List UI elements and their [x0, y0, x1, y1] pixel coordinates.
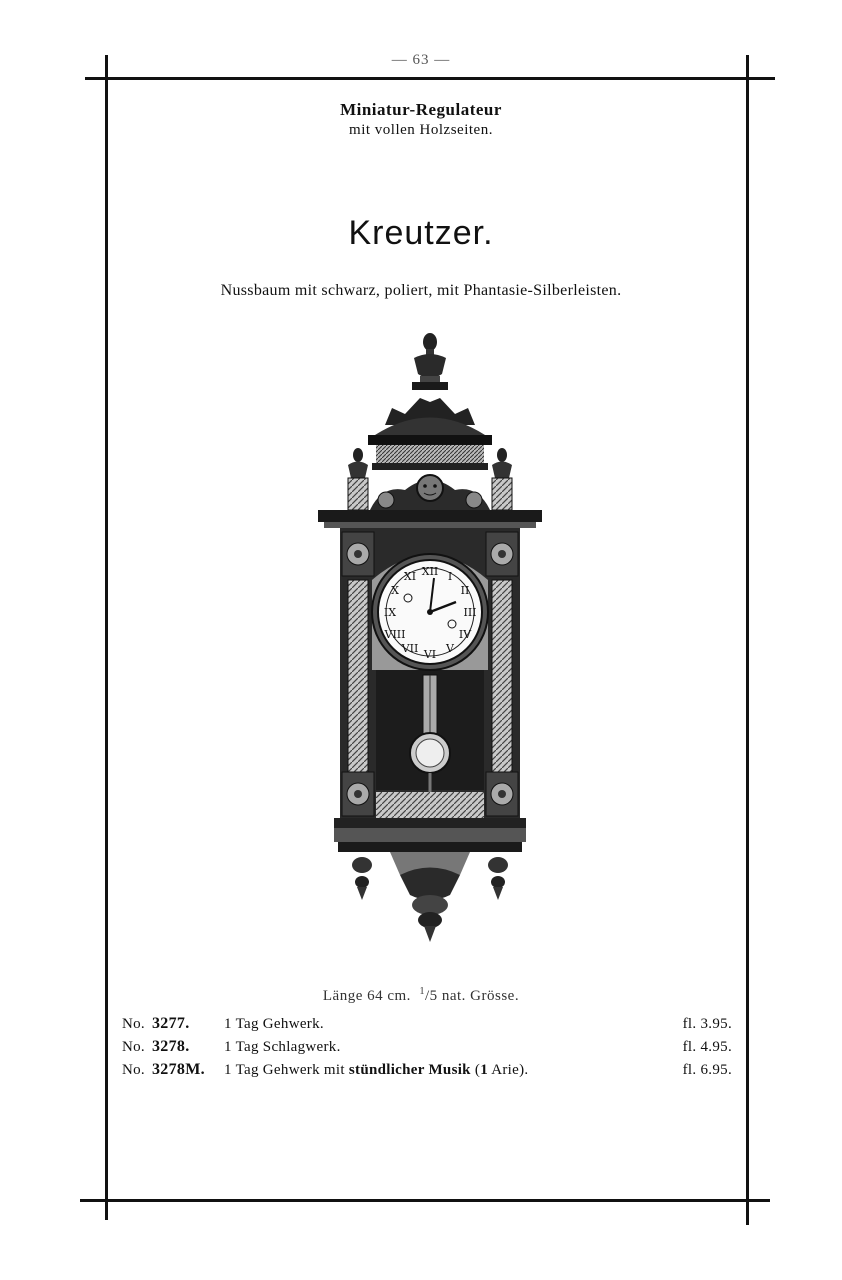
pediment	[368, 398, 492, 470]
wall-clock-illustration	[310, 330, 550, 950]
svg-text:V: V	[446, 642, 454, 655]
svg-text:I: I	[447, 570, 453, 583]
scale-denominator: /5	[424, 988, 438, 1004]
size-note	[0, 986, 842, 1005]
item-prefix: No.	[122, 1016, 145, 1032]
item-number: 3278M.	[152, 1061, 205, 1078]
svg-text:XII: XII	[421, 565, 439, 578]
price-row	[122, 1061, 732, 1084]
price-list	[122, 1015, 732, 1084]
svg-text:IX: IX	[383, 606, 397, 619]
size-length: Länge 64 cm.	[322, 988, 411, 1004]
svg-text:VI: VI	[423, 648, 437, 661]
item-description-part: 1 Tag Gehwerk.	[224, 1016, 324, 1032]
price-row	[122, 1038, 732, 1061]
item-description-part: 1 Tag Schlagwerk.	[224, 1039, 341, 1055]
frame-bottom-rule	[80, 1199, 770, 1202]
size-scale-label: nat. Grösse.	[441, 988, 520, 1004]
item-description-part: Arie).	[488, 1062, 529, 1078]
page-number: — 63 —	[391, 52, 451, 68]
item-number: 3277.	[152, 1015, 190, 1032]
item-prefix: No.	[122, 1039, 145, 1055]
frame-top-rule	[85, 77, 775, 80]
svg-text:XI: XI	[403, 570, 417, 583]
item-price: fl. 4.95.	[682, 1039, 732, 1055]
clock-drawing	[310, 330, 550, 950]
svg-text:X: X	[391, 584, 399, 597]
top-finial-icon	[412, 333, 448, 390]
catalog-heading	[0, 100, 842, 139]
catalog-title: Miniatur-Regulateur	[340, 100, 502, 119]
svg-text:VIII: VIII	[384, 628, 406, 641]
svg-text:III: III	[463, 606, 477, 619]
item-description	[224, 1016, 662, 1033]
item-description-part: (	[470, 1062, 481, 1078]
item-number: 3278.	[152, 1038, 190, 1055]
item-price: fl. 6.95.	[682, 1062, 732, 1078]
price-row	[122, 1015, 732, 1038]
item-price: fl. 3.95.	[682, 1016, 732, 1032]
crest-ornament	[370, 475, 490, 510]
item-description-part: 1 Tag Gehwerk mit	[224, 1062, 349, 1078]
clock-dial-icon	[372, 554, 488, 670]
cornice	[318, 510, 542, 522]
item-description-part: 1	[480, 1062, 488, 1078]
item-prefix: No.	[122, 1062, 145, 1078]
item-description	[224, 1039, 662, 1056]
model-description: Nussbaum mit schwarz, poliert, mit Phantasie-Silberleisten.	[220, 282, 622, 299]
svg-text:II: II	[460, 584, 470, 597]
catalog-subtitle: mit vollen Holzseiten.	[349, 122, 493, 138]
scale-numerator: 1	[419, 986, 425, 997]
item-description-part: stündlicher Musik	[348, 1062, 471, 1078]
svg-text:VII: VII	[401, 642, 419, 655]
svg-text:IV: IV	[458, 628, 472, 641]
item-description	[224, 1062, 662, 1079]
model-name: Kreutzer.	[348, 214, 494, 252]
